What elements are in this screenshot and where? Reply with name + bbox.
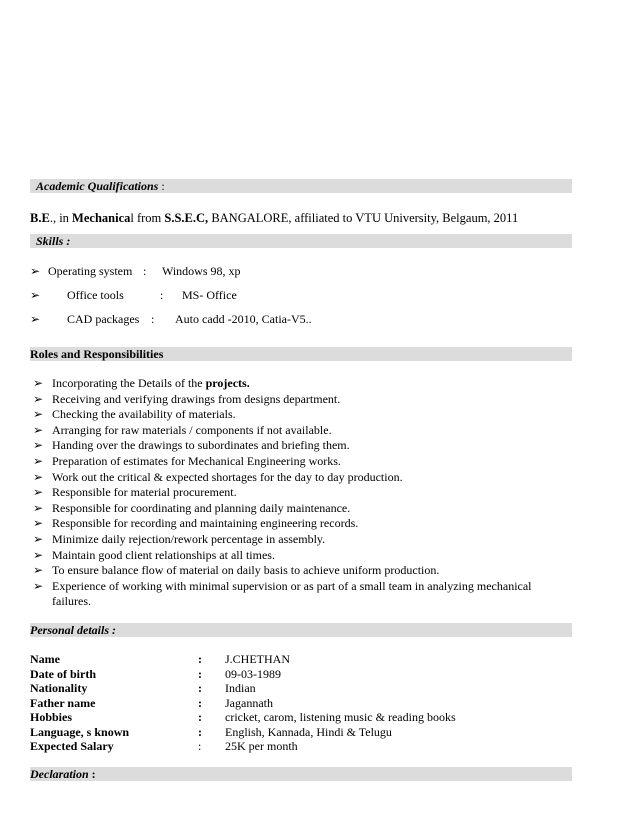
- role-text: Maintain good client relationships at all times.: [52, 547, 275, 562]
- role-text: Checking the availability of materials.: [52, 407, 236, 422]
- skill-value: Windows 98, xp: [162, 264, 241, 278]
- role-text: Incorporating the Details of the: [52, 376, 206, 390]
- role-text: Experience of working with minimal supervision or as part of a small team in analyzing mechanical failures.: [52, 578, 532, 609]
- role-text: Receiving and verifying drawings from designs department.: [52, 391, 341, 406]
- table-row: [30, 681, 590, 696]
- bullet-arrow-icon: ➢: [33, 563, 44, 578]
- skills-header-bar: [30, 234, 572, 248]
- role-text: Arranging for raw materials / components if not available.: [52, 422, 332, 437]
- skills-title: Skills :: [36, 234, 71, 248]
- detail-separator: :: [198, 724, 202, 739]
- detail-value: 09-03-1989: [225, 666, 281, 681]
- skill-name: Operating system: [48, 264, 133, 278]
- declaration-title: Declaration: [30, 767, 89, 781]
- academic-colon: :: [158, 179, 165, 193]
- academic-title: Academic Qualifications: [36, 179, 159, 193]
- skill-separator: :: [160, 288, 164, 302]
- role-emphasis: projects.: [205, 376, 250, 390]
- detail-label: Name: [30, 652, 60, 666]
- bullet-arrow-icon: ➢: [33, 376, 44, 390]
- role-text: Work out the critical & expected shortages for the day to day production.: [52, 469, 403, 484]
- detail-separator: :: [198, 652, 202, 666]
- detail-label: Nationality: [30, 681, 88, 695]
- edu-text-1: ., in: [49, 211, 73, 225]
- list-item: [33, 392, 573, 408]
- declaration-header: [30, 767, 96, 781]
- bullet-arrow-icon: ➢: [33, 407, 44, 422]
- list-item: [33, 579, 573, 610]
- bullet-arrow-icon: ➢: [33, 469, 44, 484]
- role-text: Minimize daily rejection/rework percentage in assembly.: [52, 531, 326, 546]
- role-text: Handing over the drawings to subordinates and briefing them.: [52, 438, 350, 453]
- bullet-arrow-icon: ➢: [33, 578, 44, 593]
- table-row: [30, 710, 590, 725]
- bullet-arrow-icon: ➢: [33, 453, 44, 468]
- detail-label: Father name: [30, 695, 96, 710]
- bullet-arrow-icon: ➢: [33, 485, 44, 500]
- list-item: [33, 501, 573, 517]
- list-item: [33, 532, 573, 548]
- detail-separator: :: [198, 681, 202, 695]
- bullet-arrow-icon: ➢: [33, 438, 44, 453]
- skill-separator: :: [143, 264, 147, 278]
- bullet-arrow-icon: ➢: [33, 391, 44, 406]
- detail-value: J.CHETHAN: [225, 652, 290, 666]
- detail-separator: :: [198, 666, 202, 681]
- detail-value: 25K per month: [225, 739, 298, 753]
- detail-label: Expected Salary: [30, 739, 114, 753]
- list-item: [33, 423, 573, 439]
- roles-title: Roles and Responsibilities: [30, 347, 164, 361]
- bullet-arrow-icon: ➢: [33, 422, 44, 437]
- detail-value: Indian: [225, 681, 256, 695]
- list-item: [33, 407, 573, 423]
- detail-separator: :: [198, 695, 202, 710]
- skill-name: Office tools: [67, 288, 124, 302]
- detail-value: cricket, carom, listening music & reading books: [225, 710, 456, 724]
- table-row: [30, 739, 590, 754]
- declaration-colon: :: [88, 767, 96, 781]
- list-item: [33, 470, 573, 486]
- skill-value: Auto cadd -2010, Catia-V5..: [175, 312, 312, 326]
- detail-label: Date of birth: [30, 666, 96, 681]
- skill-separator: :: [151, 312, 155, 326]
- role-text: To ensure balance flow of material on daily basis to achieve uniform production.: [52, 563, 440, 578]
- education-line: [30, 211, 518, 226]
- skill-value: MS- Office: [182, 288, 237, 302]
- list-item: [33, 376, 573, 392]
- bullet-arrow-icon: ➢: [30, 288, 41, 302]
- table-row: [30, 667, 590, 682]
- detail-separator: :: [198, 710, 202, 724]
- detail-separator: :: [198, 739, 202, 753]
- bullet-arrow-icon: ➢: [33, 500, 44, 515]
- detail-value: English, Kannada, Hindi & Telugu: [225, 724, 392, 739]
- list-item: [33, 563, 573, 579]
- bullet-arrow-icon: ➢: [30, 312, 41, 326]
- table-row: [30, 652, 590, 667]
- role-text: Responsible for material procurement.: [52, 485, 237, 500]
- declaration-header-bar: [30, 767, 572, 781]
- role-text: Responsible for recording and maintaining engineering records.: [52, 516, 359, 531]
- branch: Mechanica: [72, 211, 131, 225]
- role-text: Preparation of estimates for Mechanical Engineering works.: [52, 453, 341, 468]
- list-item: [33, 516, 573, 532]
- degree: B.E: [30, 211, 50, 225]
- detail-label: Language, s known: [30, 724, 130, 739]
- role-text: Responsible for coordinating and planning daily maintenance.: [52, 500, 351, 515]
- bullet-arrow-icon: ➢: [33, 547, 44, 562]
- skill-name: CAD packages: [67, 312, 140, 326]
- list-item: [33, 454, 573, 470]
- bullet-arrow-icon: ➢: [30, 264, 41, 278]
- edu-text-2: l from: [130, 211, 165, 225]
- edu-text-3: BANGALORE, affiliated to VTU University, Belgaum, 2011: [208, 211, 519, 225]
- roles-list: [33, 376, 573, 610]
- list-item: [33, 485, 573, 501]
- bullet-arrow-icon: ➢: [33, 531, 44, 546]
- college: S.S.E.C,: [164, 211, 209, 225]
- table-row: [30, 725, 590, 740]
- academic-header: [36, 179, 165, 193]
- detail-value: Jagannath: [225, 695, 273, 710]
- list-item: [33, 548, 573, 564]
- personal-title: Personal details :: [30, 623, 116, 637]
- table-row: [30, 696, 590, 711]
- detail-label: Hobbies: [30, 710, 73, 724]
- bullet-arrow-icon: ➢: [33, 516, 44, 531]
- list-item: [33, 438, 573, 454]
